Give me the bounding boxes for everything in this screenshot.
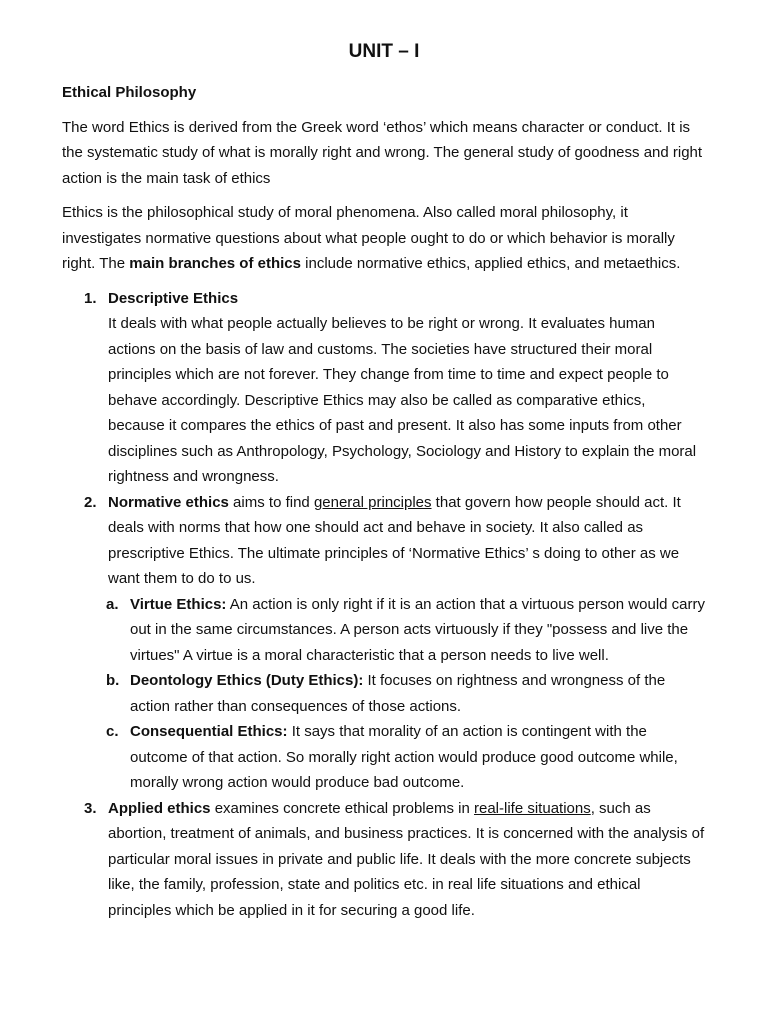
item-title: Normative ethics — [108, 493, 229, 511]
sub-item-text: It focuses on rightness and wrongness of the action rather than consequences of those actions. — [130, 672, 666, 715]
sub-item-title: Consequential Ethics: — [130, 723, 288, 740]
item-text: It deals with what people actually believes to be right or wrong. It evaluates human actions on the basis of law and customs. The societies have structured their moral principles which are not forever. They change from time to time and expect people to behave accordingly. Descriptive Ethics may also be called as comparative ethics, because it compares the ethics of past and present. It also has some inputs from other disciplines such as Anthropology, Psychology, Sociology and History to explain the moral rightness and wrongness. — [108, 315, 697, 485]
sub-item-consequential — [62, 719, 706, 796]
sub-list-letter: c. — [106, 723, 119, 740]
branches-list — [62, 286, 706, 924]
sub-item-deontology — [62, 668, 706, 719]
list-number: 2. — [84, 493, 97, 511]
branches-text-before: Ethics is the philosophical study of moral phenomena. Also called moral philosophy, it investigates normative questions about what people ought to do or which behavior is morally right. The — [62, 204, 675, 272]
item-text: aims to find — [228, 493, 314, 511]
item-text: , such as abortion, treatment of animals, and business practices. It is concerned with the analysis of particular moral issues in private and public life. It deals with the more concrete subjects like, the family, profession, state and politics etc. in real life situations and ethical principles which be applied in it for securing a good life. — [108, 799, 705, 919]
sub-item-virtue — [62, 592, 706, 669]
sub-item-text: It says that morality of an action is contingent with the outcome of that action. So morally right action would produce good outcome while, morally wrong action would produce bad outcome. — [130, 723, 678, 791]
item-title: Applied ethics — [108, 799, 211, 817]
item-title: Descriptive Ethics — [108, 289, 239, 307]
item-text: examines concrete ethical problems in — [210, 799, 474, 817]
page-title: UNIT – I — [348, 41, 420, 62]
branches-bold: main branches of ethics — [129, 255, 301, 272]
intro-paragraph: The word Ethics is derived from the Greek word ‘ethos’ which means character or conduct. It is the systematic study of what is morally right and wrong. The general study of goodness and right action is the main task of ethics — [62, 118, 703, 187]
list-number: 3. — [84, 799, 97, 817]
list-item-descriptive — [62, 286, 706, 490]
sub-list-letter: b. — [106, 672, 120, 689]
item-text: that govern how people should act. It deals with norms that how one should act and behave in society. It also called as prescriptive Ethics. The ultimate principles of ‘Normative Ethics’ s doing to other as we want them to do to us. — [108, 493, 681, 587]
branches-text-after: include normative ethics, applied ethics, and metaethics. — [300, 255, 681, 272]
sub-item-text: An action is only right if it is an action that a virtuous person would carry out in the same circumstances. A person acts virtuously if they "possess and live the virtues" A virtue is a moral characteristic that a person needs to live well. — [130, 595, 705, 664]
sub-list-letter: a. — [106, 595, 119, 613]
sub-item-title: Deontology Ethics (Duty Ethics): — [130, 672, 364, 689]
section-heading: Ethical Philosophy — [62, 84, 197, 101]
general-principles-link[interactable]: general principles — [313, 493, 432, 511]
list-number: 1. — [84, 289, 97, 307]
real-life-situations-link[interactable]: real-life situations — [474, 799, 591, 817]
branches-paragraph — [62, 200, 706, 277]
list-item-applied — [62, 796, 706, 924]
list-item-normative — [62, 490, 706, 592]
sub-item-title: Virtue Ethics: — [130, 595, 227, 613]
